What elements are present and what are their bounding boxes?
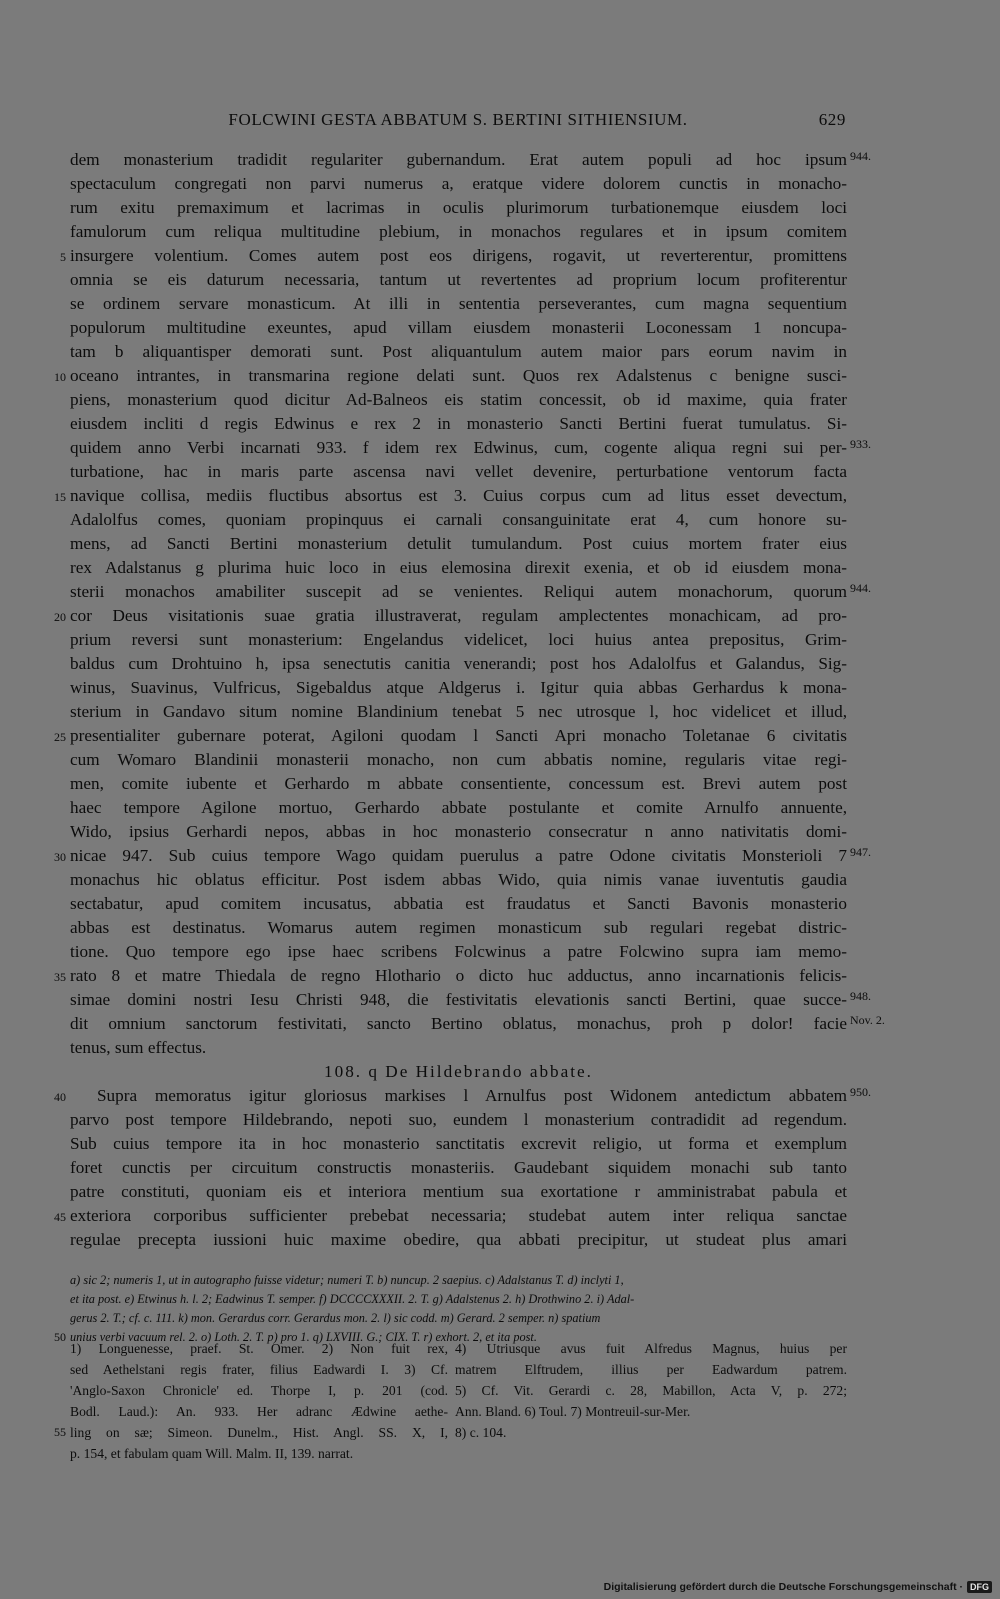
reference-left-column: ling on sæ; Simeon. Dunelm., Hist. Angl. SS. X, I, xyxy=(70,1425,448,1440)
line-text: Adalolfus comes, quoniam propinquus ei carnali consanguinitate erat 4, cum honore su- xyxy=(70,510,847,529)
reference-right-column: 5) Cf. Vit. Gerardi c. 28, Mabillon, Acta V, p. 272; xyxy=(455,1383,847,1398)
text-line xyxy=(0,1228,1000,1252)
line-text: Supra memoratus igitur gloriosus markises l Arnulfus post Widonem antedictum abbatem xyxy=(97,1086,847,1105)
text-line xyxy=(0,628,1000,652)
page-number: 629 xyxy=(818,110,846,129)
margin-date: 950. xyxy=(850,1085,871,1099)
line-number: 25 xyxy=(54,730,66,744)
text-line xyxy=(0,844,1000,868)
variant-note-line xyxy=(0,1289,1000,1309)
text-line xyxy=(0,436,1000,460)
text-line xyxy=(0,1156,1000,1180)
text-line xyxy=(0,340,1000,364)
running-header xyxy=(70,110,846,132)
text-line xyxy=(0,580,1000,604)
reference-left-column: p. 154, et fabulam quam Will. Malm. II, 139. narrat. xyxy=(70,1446,354,1461)
line-text: dem monasterium tradidit regulariter gubernandum. Erat autem populi ad hoc ipsum xyxy=(70,150,847,169)
reference-left-column: 'Anglo-Saxon Chronicle' ed. Thorpe I, p. 201 (cod. xyxy=(70,1383,448,1398)
line-text: patre constituti, quoniam eis et interiora mentium sua exortatione r amministrabat pabula et xyxy=(70,1182,847,1201)
line-text: prium reversi sunt monasterium: Engelandus videlicet, loci huius antea prepositus, Grim- xyxy=(70,630,847,649)
line-text: simae domini nostri Iesu Christi 948, die festivitatis elevationis sancti Bertini, quae succe- xyxy=(70,990,847,1009)
line-text: baldus cum Drohtuino h, ipsa senectutis canitia venerandi; post hos Adalolfus et Galandus, Sig- xyxy=(70,654,847,673)
line-text: men, comite iubente et Gerhardo m abbate consentiente, concessum est. Brevi autem post xyxy=(70,774,847,793)
text-line xyxy=(0,412,1000,436)
text-line xyxy=(0,484,1000,508)
line-text: abbas est destinatus. Womarus autem regimen monasticum sub regulari regebat distric- xyxy=(70,918,847,937)
variant-note-text: a) sic 2; numeris 1, ut in autographo fuisse videtur; numeri T. b) nuncup. 2 saepius. c) Adalstanus T. d) inclyti 1, xyxy=(70,1273,624,1287)
reference-right-column: matrem Elftrudem, illius per Eadwardum patrem. xyxy=(455,1362,847,1377)
text-line xyxy=(0,724,1000,748)
reference-line xyxy=(0,1443,1000,1464)
text-line xyxy=(0,1132,1000,1156)
text-line xyxy=(0,700,1000,724)
line-text: tione. Quo tempore ego ipse haec scribens Folcwinus a patre Folcwino supra iam memo- xyxy=(70,942,847,961)
line-text: piens, monasterium quod dicitur Ad-Balneos eis statim concessit, ob id maxime, quia frater xyxy=(70,390,847,409)
line-text: eiusdem incliti d regis Edwinus e rex 2 in monasterio Sancti Bertini fuerat tumulatus. Si- xyxy=(70,414,847,433)
variant-note-text: unius verbi vacuum rel. 2. o) Loth. 2. T. p) pro 1. q) LXVIII. G.; CIX. T. r) exhort. 2, et ita post. xyxy=(70,1330,537,1344)
text-line xyxy=(0,196,1000,220)
line-text: cum Womaro Blandinii monasterii monacho, non cum abbatis nomine, regularis vitae regi- xyxy=(70,750,847,769)
line-text: famulorum cum reliqua multitudine plebium, in monachos regulares et in ipsum comitem xyxy=(70,222,847,241)
line-text: tam b aliquantisper demorati sunt. Post aliquantulum autem maior pars eorum navim in xyxy=(70,342,847,361)
line-text: haec tempore Agilone mortuo, Gerhardo abbate postulante et comite Arnulfo annuente, xyxy=(70,798,847,817)
line-text: oceano intrantes, in transmarina regione delati sunt. Quos rex Adalstenus c benigne susci- xyxy=(70,366,847,385)
line-text: cor Deus visitationis suae gratia illustraverat, regulam amplectentes monachicam, ad pro- xyxy=(70,606,847,625)
reference-left-column: 1) Longuenesse, praef. St. Omer. 2) Non fuit rex, xyxy=(70,1341,448,1356)
line-text: monachus hic oblatus efficitur. Post isdem abbas Wido, quia nimis vanae iuventutis gaudia xyxy=(70,870,847,889)
line-text: omnia se eis daturum necessaria, tantum ut revertentes ad proprium locum profiterentur xyxy=(70,270,847,289)
reference-line xyxy=(0,1380,1000,1401)
line-text: tenus, sum effectus. xyxy=(70,1038,207,1057)
text-line xyxy=(0,1012,1000,1036)
text-line xyxy=(0,748,1000,772)
line-number: 55 xyxy=(54,1425,66,1439)
line-text: presentialiter gubernare poterat, Agiloni quodam l Sancti Apri monacho Toletanae 6 civitatis xyxy=(70,726,847,745)
reference-right-column: Ann. Bland. 6) Toul. 7) Montreuil-sur-Mer. xyxy=(455,1404,691,1419)
text-line xyxy=(0,532,1000,556)
line-text: sectabatur, apud comitem incusatus, abbatia est fraudatus et Sancti Bavonis monasterio xyxy=(70,894,847,913)
line-text: spectaculum congregati non parvi numerus a, eratque videre dolorem cunctis in monacho- xyxy=(70,174,847,193)
line-text: navique collisa, mediis fluctibus absortus est 3. Cuius corpus cum ad litus esset devectum, xyxy=(70,486,847,505)
line-text: Wido, ipsius Gerhardi nepos, abbas in hoc monasterio consecratur n anno nativitatis domi- xyxy=(70,822,847,841)
line-text: rum exitu premaximum et lacrimas in oculis plurimorum turbationemque eiusdem loci xyxy=(70,198,847,217)
text-line xyxy=(0,1108,1000,1132)
text-line xyxy=(0,820,1000,844)
text-line xyxy=(0,220,1000,244)
text-line xyxy=(0,364,1000,388)
line-number: 45 xyxy=(54,1210,66,1224)
line-text: turbatione, hac in maris parte ascensa navi vellet devenire, perturbatione ventorum facta xyxy=(70,462,847,481)
line-text: foret cunctis per circuitum constructis monasteriis. Gaudebant siquidem monachi sub tanto xyxy=(70,1158,847,1177)
text-line xyxy=(0,796,1000,820)
line-text: populorum multitudine exeuntes, apud villam eiusdem monasterii Loconessam 1 noncupa- xyxy=(70,318,847,337)
text-line xyxy=(0,1204,1000,1228)
margin-date: 944. xyxy=(850,581,871,595)
line-number: 20 xyxy=(54,610,66,624)
margin-date: 944. xyxy=(850,149,871,163)
text-line xyxy=(0,388,1000,412)
line-text: exteriora corporibus sufficienter prebebat necessaria; studebat autem inter reliqua sanctae xyxy=(70,1206,847,1225)
line-number: 10 xyxy=(54,370,66,384)
section-heading: 108. q De Hildebrando abbate. xyxy=(324,1062,593,1081)
line-number: 50 xyxy=(54,1330,66,1344)
margin-date: 948. xyxy=(850,989,871,1003)
variant-note-text: et ita post. e) Etwinus h. l. 2; Eadwinus T. semper. f) DCCCCXXXII. 2. T. g) Adalstenus 2. h) Drothwino 2. i) Adal- xyxy=(70,1292,635,1306)
text-line xyxy=(0,604,1000,628)
margin-date: 947. xyxy=(850,845,871,859)
line-text: insurgere volentium. Comes autem post eos dirigens, rogavit, ut reverterentur, promittens xyxy=(70,246,847,265)
reference-right-column: 8) c. 104. xyxy=(455,1425,507,1440)
text-line xyxy=(0,316,1000,340)
variant-note-line xyxy=(0,1308,1000,1328)
line-text: sterium in Gandavo situm nomine Blandinium tenebat 5 nec utrosque l, hoc videlicet et illud, xyxy=(70,702,847,721)
line-number: 40 xyxy=(54,1090,66,1104)
text-line xyxy=(0,940,1000,964)
text-line xyxy=(0,1060,1000,1084)
text-line xyxy=(0,1036,1000,1060)
footer-credit xyxy=(604,1581,992,1593)
text-line xyxy=(0,916,1000,940)
variant-note-text: gerus 2. T.; cf. c. 111. k) mon. Gerardus corr. Gerardus mon. 2. l) sic codd. m) Gerard. 2 semper. n) spatium xyxy=(70,1311,601,1325)
line-number: 5 xyxy=(60,250,66,264)
text-line xyxy=(0,268,1000,292)
line-text: rex Adalstanus g plurima huic loco in eius elemosina direxit exenia, et ob id eiusdem mona- xyxy=(70,558,847,577)
text-line xyxy=(0,1084,1000,1108)
text-line xyxy=(0,1180,1000,1204)
line-number: 35 xyxy=(54,970,66,984)
text-line xyxy=(0,868,1000,892)
line-text: parvo post tempore Hildebrando, nepoti suo, eundem l monasterium contradidit ad regendum. xyxy=(70,1110,847,1129)
line-text: winus, Suavinus, Vulfricus, Sigebaldus atque Aldgerus i. Igitur quia abbas Gerhardus k mona- xyxy=(70,678,847,697)
text-line xyxy=(0,172,1000,196)
variant-note-line xyxy=(0,1270,1000,1290)
line-text: nicae 947. Sub cuius tempore Wago quidam puerulus a patre Odone civitatis Monsterioli 7 xyxy=(70,846,847,865)
reference-line xyxy=(0,1359,1000,1380)
text-line xyxy=(0,292,1000,316)
margin-date: Nov. 2. xyxy=(850,1013,885,1027)
line-text: regulae precepta iussioni huic maxime obedire, qua abbati precipitur, ut studeat plus amari xyxy=(70,1230,847,1249)
line-text: rato 8 et matre Thiedala de regno Hlothario o dicto huc adductus, anno incarnationis felicis- xyxy=(70,966,847,985)
reference-right-column: 4) Utriusque avus fuit Alfredus Magnus, huius per xyxy=(455,1341,847,1356)
text-line xyxy=(0,460,1000,484)
line-text: se ordinem servare monasticum. At illi in sententia perseverantes, cum magna sequentium xyxy=(70,294,847,313)
dfg-logo-icon: DFG xyxy=(967,1581,992,1593)
reference-line xyxy=(0,1422,1000,1443)
reference-left-column: sed Aethelstani regis frater, filius Eadwardi I. 3) Cf. xyxy=(70,1362,448,1377)
text-line xyxy=(0,244,1000,268)
text-line xyxy=(0,148,1000,172)
running-title: FOLCWINI GESTA ABBATUM S. BERTINI SITHIENSIUM. xyxy=(228,110,688,129)
line-text: Sub cuius tempore ita in hoc monasterio sanctitatis excrevit religio, ut forma et exemplum xyxy=(70,1134,847,1153)
text-line xyxy=(0,964,1000,988)
text-line xyxy=(0,676,1000,700)
text-line xyxy=(0,892,1000,916)
footer-credit-text: Digitalisierung gefördert durch die Deutsche Forschungsgemeinschaft · xyxy=(603,1581,963,1593)
text-line xyxy=(0,556,1000,580)
line-number: 30 xyxy=(54,850,66,864)
text-line xyxy=(0,652,1000,676)
line-text: mens, ad Sancti Bertini monasterium detulit tumulandum. Post cuius mortem frater eius xyxy=(70,534,847,553)
margin-date: 933. xyxy=(850,437,871,451)
line-number: 15 xyxy=(54,490,66,504)
line-text: dit omnium sanctorum festivitati, sancto Bertino oblatus, monachus, proh p dolor! facie xyxy=(70,1014,847,1033)
reference-line xyxy=(0,1401,1000,1422)
text-line xyxy=(0,988,1000,1012)
text-line xyxy=(0,508,1000,532)
line-text: sterii monachos amabiliter suscepit ad se venientes. Reliqui autem monachorum, quorum xyxy=(70,582,847,601)
reference-line xyxy=(0,1338,1000,1359)
line-text: quidem anno Verbi incarnati 933. f idem rex Edwinus, cum, cogente aliqua regni sui per- xyxy=(70,438,847,457)
text-line xyxy=(0,772,1000,796)
reference-left-column: Bodl. Laud.): An. 933. Her adranc Ædwine aethe- xyxy=(70,1404,448,1419)
